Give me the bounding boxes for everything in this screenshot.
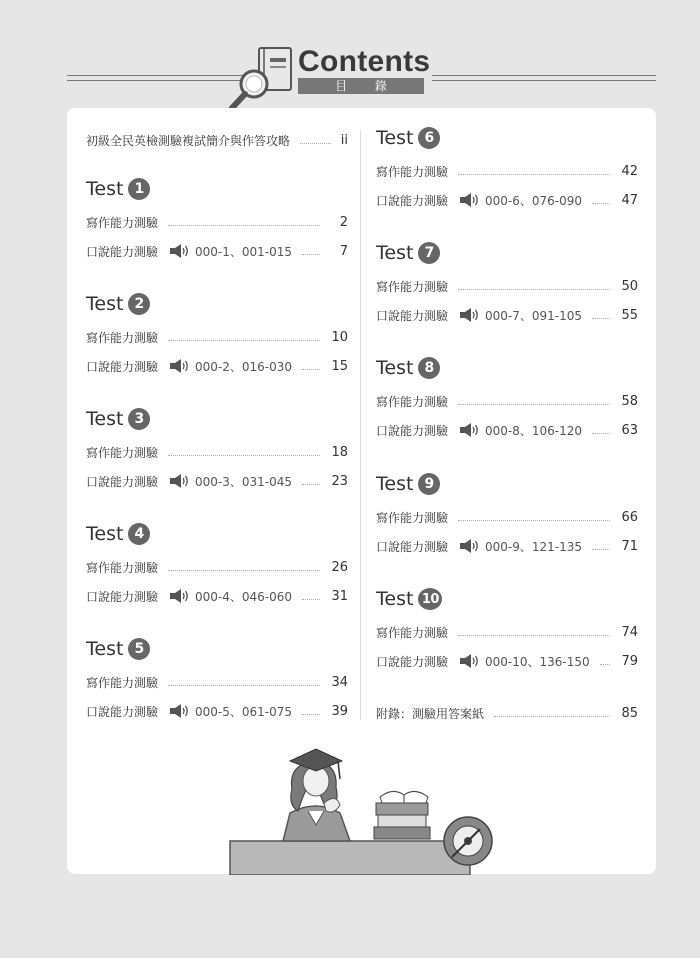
speaking-leader — [302, 254, 320, 255]
audio-track-label: 000-4、046-060 — [195, 589, 293, 604]
writing-leader — [168, 685, 320, 686]
writing-page: 58 — [621, 393, 638, 409]
writing-label: 寫作能力測驗 — [376, 164, 449, 179]
test-word: Test — [376, 473, 414, 495]
audio-track[interactable] — [170, 703, 292, 720]
audio-track-label: 000-7、091-105 — [485, 308, 583, 323]
speaking-leader — [592, 203, 610, 204]
audio-track[interactable] — [170, 473, 292, 490]
test-word: Test — [376, 242, 414, 264]
writing-label: 寫作能力測驗 — [86, 215, 159, 230]
speaking-leader — [600, 664, 610, 665]
speaking-leader — [302, 484, 320, 485]
writing-label: 寫作能力測驗 — [376, 510, 449, 525]
speaking-entry[interactable] — [376, 652, 638, 670]
audio-track-label: 000-9、121-135 — [485, 539, 583, 554]
speaker-icon — [460, 654, 485, 668]
speaking-leader — [302, 714, 320, 715]
header-rule-right-bottom — [432, 80, 656, 81]
test-number-badge: 2 — [128, 293, 150, 315]
writing-entry[interactable] — [86, 558, 348, 576]
header-rule-right-top — [432, 75, 656, 76]
speaking-page: 79 — [621, 653, 638, 669]
writing-entry[interactable] — [376, 277, 638, 295]
speaking-page: 7 — [339, 243, 348, 259]
audio-track[interactable] — [460, 538, 582, 555]
audio-track-label: 000-3、031-045 — [195, 474, 293, 489]
speaking-entry[interactable] — [376, 537, 638, 555]
speaking-label: 口說能力測驗 — [376, 654, 449, 669]
intro-leader — [300, 143, 331, 144]
speaking-label: 口說能力測驗 — [376, 423, 449, 438]
writing-label: 寫作能力測驗 — [86, 675, 159, 690]
writing-label: 寫作能力測驗 — [86, 330, 159, 345]
speaker-icon — [460, 193, 485, 207]
appendix-label: 附錄：測驗用答案紙 — [376, 706, 485, 721]
speaking-label: 口說能力測驗 — [86, 244, 159, 259]
speaking-page: 55 — [621, 307, 638, 323]
speaking-leader — [592, 318, 610, 319]
writing-page: 50 — [621, 278, 638, 294]
speaker-icon — [170, 474, 195, 488]
graduate-illustration — [228, 745, 498, 879]
speaking-page: 15 — [331, 358, 348, 374]
writing-entry[interactable] — [86, 213, 348, 231]
speaker-icon — [170, 359, 195, 373]
speaker-icon — [170, 244, 195, 258]
writing-label: 寫作能力測驗 — [376, 394, 449, 409]
speaking-page: 71 — [621, 538, 638, 554]
writing-leader — [458, 520, 610, 521]
test-word: Test — [376, 357, 414, 379]
test-heading[interactable] — [376, 125, 440, 151]
writing-label: 寫作能力測驗 — [376, 279, 449, 294]
test-heading[interactable] — [376, 471, 440, 497]
test-number-badge: 4 — [128, 523, 150, 545]
speaking-entry[interactable] — [86, 242, 348, 260]
writing-leader — [168, 225, 320, 226]
audio-track-label: 000-1、001-015 — [195, 244, 293, 259]
audio-track-label: 000-8、106-120 — [485, 423, 583, 438]
page-title: Contents — [298, 45, 431, 78]
test-heading[interactable] — [86, 406, 150, 432]
writing-leader — [458, 174, 610, 175]
writing-entry[interactable] — [376, 162, 638, 180]
test-word: Test — [86, 408, 124, 430]
writing-entry[interactable] — [86, 673, 348, 691]
speaking-label: 口說能力測驗 — [86, 474, 159, 489]
test-heading[interactable] — [86, 176, 150, 202]
writing-leader — [458, 289, 610, 290]
writing-page: 26 — [331, 559, 348, 575]
test-heading[interactable] — [86, 521, 150, 547]
intro-entry[interactable] — [86, 131, 348, 149]
test-heading[interactable] — [376, 240, 440, 266]
intro-label: 初級全民英檢測驗複試簡介與作答攻略 — [86, 133, 291, 148]
writing-page: 10 — [331, 329, 348, 345]
speaking-label: 口說能力測驗 — [86, 589, 159, 604]
writing-leader — [168, 570, 320, 571]
audio-track[interactable] — [460, 653, 590, 670]
test-number-badge: 6 — [418, 127, 440, 149]
speaker-icon — [460, 308, 485, 322]
speaker-icon — [170, 589, 195, 603]
writing-page: 42 — [621, 163, 638, 179]
test-heading[interactable] — [376, 586, 442, 612]
test-number-badge: 10 — [418, 588, 442, 610]
test-number-badge: 9 — [418, 473, 440, 495]
writing-leader — [168, 455, 320, 456]
writing-entry[interactable] — [376, 623, 638, 641]
speaking-leader — [592, 549, 610, 550]
speaking-entry[interactable] — [86, 702, 348, 720]
speaking-entry[interactable] — [86, 357, 348, 375]
writing-leader — [168, 340, 320, 341]
speaking-leader — [302, 599, 320, 600]
speaking-label: 口說能力測驗 — [376, 193, 449, 208]
test-word: Test — [86, 523, 124, 545]
speaker-icon — [460, 539, 485, 553]
test-heading[interactable] — [86, 636, 150, 662]
writing-entry[interactable] — [86, 443, 348, 461]
writing-page: 66 — [621, 509, 638, 525]
test-word: Test — [86, 638, 124, 660]
book-magnifier-icon — [226, 44, 296, 118]
speaking-page: 63 — [621, 422, 638, 438]
audio-track[interactable] — [460, 192, 582, 209]
speaker-icon — [460, 423, 485, 437]
speaking-label: 口說能力測驗 — [376, 308, 449, 323]
speaking-page: 47 — [621, 192, 638, 208]
audio-track[interactable] — [170, 358, 292, 375]
writing-label: 寫作能力測驗 — [86, 560, 159, 575]
speaking-label: 口說能力測驗 — [86, 359, 159, 374]
writing-label: 寫作能力測驗 — [86, 445, 159, 460]
test-number-badge: 3 — [128, 408, 150, 430]
speaking-entry[interactable] — [86, 587, 348, 605]
audio-track-label: 000-2、016-030 — [195, 359, 293, 374]
test-number-badge: 8 — [418, 357, 440, 379]
writing-leader — [458, 404, 610, 405]
speaking-entry[interactable] — [376, 191, 638, 209]
audio-track-label: 000-6、076-090 — [485, 193, 583, 208]
column-divider — [360, 130, 361, 720]
speaking-entry[interactable] — [376, 306, 638, 324]
writing-page: 2 — [339, 214, 348, 230]
test-word: Test — [86, 293, 124, 315]
speaking-label: 口說能力測驗 — [86, 704, 159, 719]
test-number-badge: 1 — [128, 178, 150, 200]
writing-leader — [458, 635, 610, 636]
test-word: Test — [376, 588, 414, 610]
audio-track-label: 000-5、061-075 — [195, 704, 293, 719]
test-heading[interactable] — [376, 355, 440, 381]
writing-label: 寫作能力測驗 — [376, 625, 449, 640]
writing-page: 18 — [331, 444, 348, 460]
speaking-label: 口說能力測驗 — [376, 539, 449, 554]
test-word: Test — [86, 178, 124, 200]
speaking-page: 39 — [331, 703, 348, 719]
audio-track[interactable] — [460, 307, 582, 324]
speaking-leader — [592, 433, 610, 434]
test-word: Test — [376, 127, 414, 149]
audio-track[interactable] — [170, 243, 292, 260]
intro-page: ii — [340, 132, 348, 148]
test-number-badge: 7 — [418, 242, 440, 264]
speaking-entry[interactable] — [86, 472, 348, 490]
page-subtitle: 目 錄 — [298, 78, 424, 94]
appendix-page: 85 — [621, 705, 638, 721]
writing-entry[interactable] — [376, 508, 638, 526]
speaking-entry[interactable] — [376, 421, 638, 439]
audio-track-label: 000-10、136-150 — [485, 654, 590, 669]
audio-track[interactable] — [170, 588, 292, 605]
speaking-leader — [302, 369, 320, 370]
test-number-badge: 5 — [128, 638, 150, 660]
appendix-entry[interactable] — [376, 704, 638, 722]
writing-page: 74 — [621, 624, 638, 640]
speaking-page: 31 — [331, 588, 348, 604]
appendix-leader — [494, 716, 610, 717]
speaker-icon — [170, 704, 195, 718]
writing-entry[interactable] — [376, 392, 638, 410]
writing-entry[interactable] — [86, 328, 348, 346]
speaking-page: 23 — [331, 473, 348, 489]
audio-track[interactable] — [460, 422, 582, 439]
writing-page: 34 — [331, 674, 348, 690]
test-heading[interactable] — [86, 291, 150, 317]
